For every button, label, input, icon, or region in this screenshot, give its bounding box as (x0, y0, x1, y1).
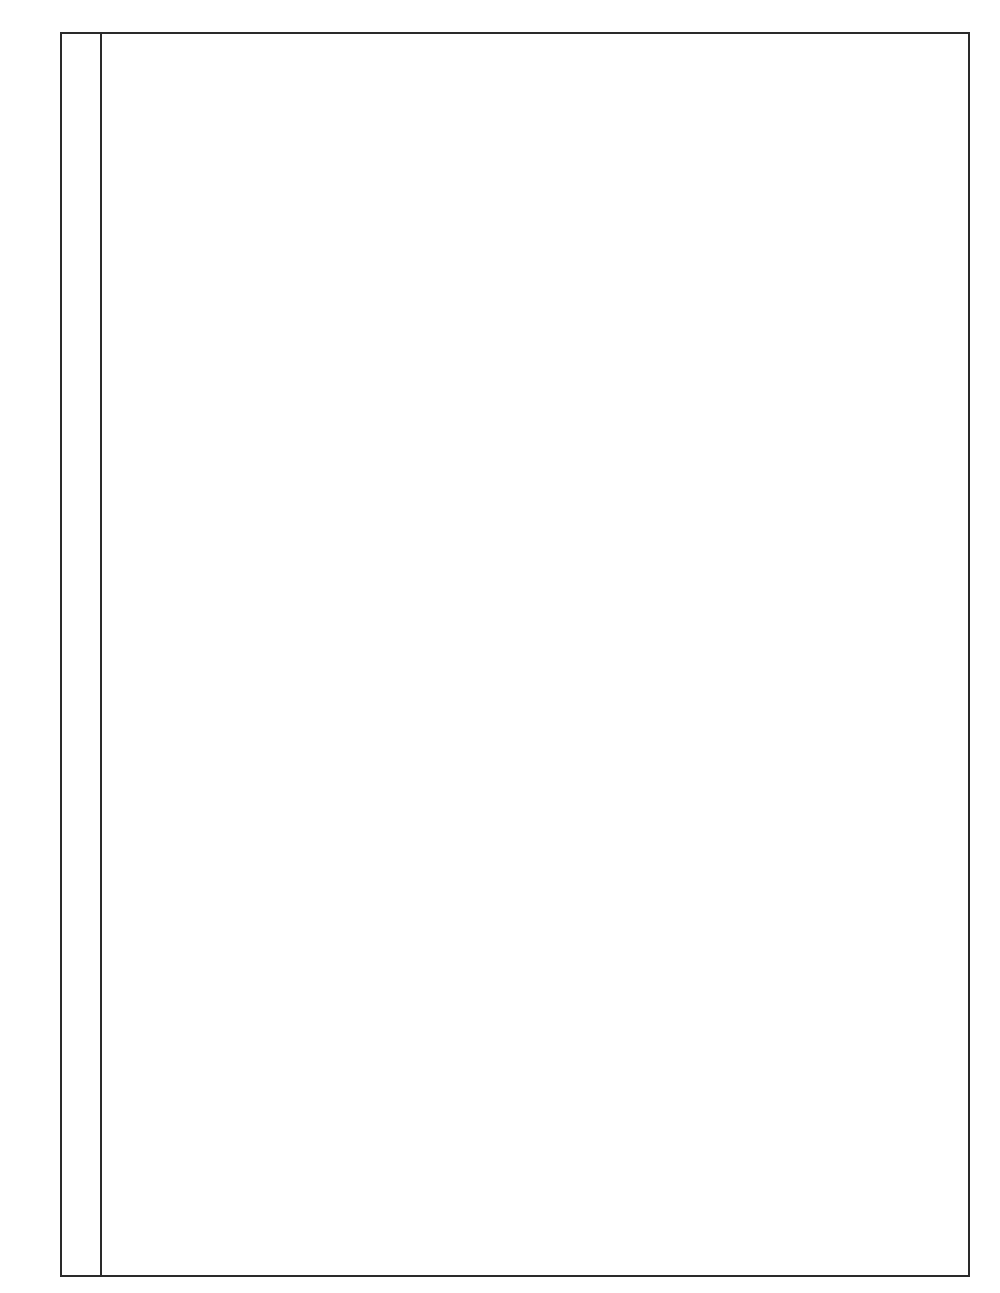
lubrication-table (60, 32, 970, 1277)
header-lubricant-required (62, 34, 100, 728)
header-number-column (62, 1233, 100, 1275)
header-service-operation (62, 728, 100, 1233)
table-header (62, 34, 102, 1275)
